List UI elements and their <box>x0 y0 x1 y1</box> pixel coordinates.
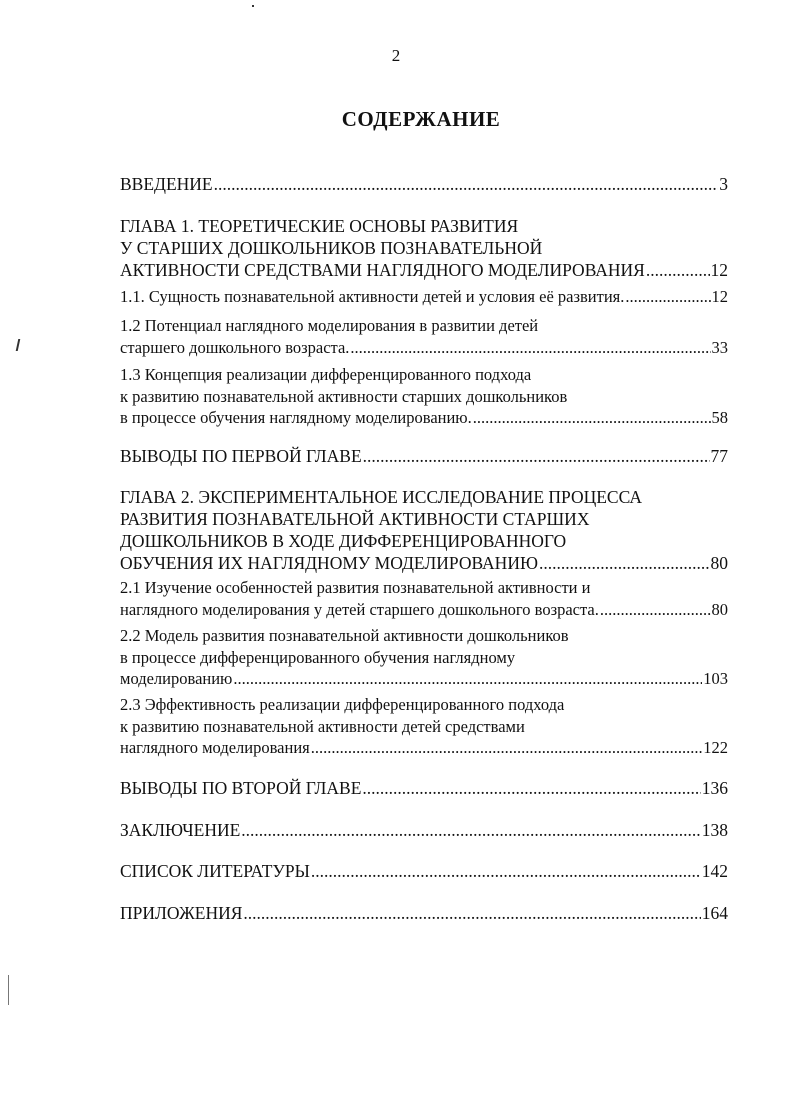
toc-entry[interactable] <box>120 286 728 308</box>
toc-entry[interactable] <box>120 577 728 620</box>
toc-entry[interactable] <box>120 173 728 195</box>
toc-entry-title: АКТИВНОСТИ СРЕДСТВАМИ НАГЛЯДНОГО МОДЕЛИРОВАНИЯ <box>120 260 645 280</box>
toc-entry[interactable] <box>120 902 728 924</box>
toc-entry[interactable] <box>120 777 728 799</box>
toc-entry[interactable] <box>120 215 728 281</box>
toc-entry[interactable] <box>120 694 728 759</box>
toc-entry-title: ВЫВОДЫ ПО ВТОРОЙ ГЛАВЕ <box>120 778 362 798</box>
toc-entry-title: СПИСОК ЛИТЕРАТУРЫ <box>120 861 310 881</box>
scan-speck <box>8 975 9 1005</box>
dot-leader <box>362 777 700 799</box>
toc-entry[interactable] <box>120 364 728 429</box>
toc-entry-line: ГЛАВА 2. ЭКСПЕРИМЕНТАЛЬНОЕ ИССЛЕДОВАНИЕ ПРОЦЕССА <box>120 487 643 507</box>
toc-entry-line: к развитию познавательной активности старших дошкольников <box>120 386 568 406</box>
toc-entry[interactable] <box>120 315 728 358</box>
toc-entry-title: в процессе обучения наглядному моделированию. <box>120 408 472 427</box>
dot-leader <box>600 599 711 621</box>
page-title: СОДЕРЖАНИЕ <box>341 107 501 131</box>
dot-leader <box>363 445 710 467</box>
dot-leader <box>473 407 711 429</box>
toc-page-number: 77 <box>710 446 728 466</box>
toc-entry-title: моделированию <box>120 669 233 688</box>
toc-page-number: 12 <box>711 287 728 306</box>
toc-entry[interactable] <box>120 819 728 841</box>
scan-speck <box>252 5 254 7</box>
toc-entry-line: 1.2 Потенциал наглядного моделирования в развитии детей <box>120 316 539 335</box>
toc-entry-title: наглядного моделирования у детей старшего дошкольного возраста. <box>120 599 599 619</box>
toc-entry-title: ВЫВОДЫ ПО ПЕРВОЙ ГЛАВЕ <box>120 446 362 466</box>
toc-page-number: 12 <box>710 260 728 280</box>
toc-entry-line: РАЗВИТИЯ ПОЗНАВАТЕЛЬНОЙ АКТИВНОСТИ СТАРШИХ <box>120 509 590 529</box>
toc-entry[interactable] <box>120 860 728 882</box>
dot-leader <box>539 552 710 574</box>
toc-page-number: 138 <box>701 820 728 840</box>
scan-speck <box>16 339 21 351</box>
dot-leader <box>311 860 701 882</box>
toc-entry[interactable] <box>120 445 728 467</box>
toc-page-number: 142 <box>701 861 728 881</box>
toc-entry-title: 1.1. Сущность познавательной активности детей и условия её развития. <box>120 287 625 306</box>
toc-page-number: 164 <box>701 903 728 923</box>
toc-entry-line: 2.1 Изучение особенностей развития познавательной активности и <box>120 578 591 597</box>
toc-page-number: 3 <box>719 174 728 194</box>
toc-entry-line: 1.3 Концепция реализации дифференцированного подхода <box>120 365 532 384</box>
dot-leader <box>646 259 710 281</box>
toc-page-number: 58 <box>711 408 728 427</box>
toc-entry-title: ОБУЧЕНИЯ ИХ НАГЛЯДНОМУ МОДЕЛИРОВАНИЮ <box>120 553 538 573</box>
dot-leader <box>214 173 719 195</box>
dot-leader <box>233 668 702 690</box>
toc-entry-title: ПРИЛОЖЕНИЯ <box>120 903 243 923</box>
toc-entry-line: к развитию познавательной активности детей средствами <box>120 716 525 736</box>
toc-entry-line: 2.3 Эффективность реализации дифференцированного подхода <box>120 695 565 714</box>
toc-page-number: 33 <box>711 337 728 357</box>
toc-entry-title: наглядного моделирования <box>120 738 310 757</box>
toc-entry-line: У СТАРШИХ ДОШКОЛЬНИКОВ ПОЗНАВАТЕЛЬНОЙ <box>120 238 543 258</box>
toc-page-number: 80 <box>711 599 728 619</box>
toc-entry[interactable] <box>120 625 728 690</box>
toc-entry-title: старшего дошкольного возраста. <box>120 337 350 357</box>
toc-entry-line: ДОШКОЛЬНИКОВ В ХОДЕ ДИФФЕРЕНЦИРОВАННОГО <box>120 531 567 551</box>
dot-leader <box>243 902 700 924</box>
toc-entry-line: ГЛАВА 1. ТЕОРЕТИЧЕСКИЕ ОСНОВЫ РАЗВИТИЯ <box>120 216 519 236</box>
dot-leader <box>311 737 702 759</box>
dot-leader <box>241 819 700 841</box>
toc-page-number: 136 <box>701 778 728 798</box>
toc-page-number: 122 <box>703 738 728 757</box>
dot-leader <box>625 286 710 308</box>
toc-entry[interactable] <box>120 486 728 574</box>
page-number: 2 <box>391 46 401 65</box>
toc-entry-line: в процессе дифференцированного обучения наглядному <box>120 647 516 667</box>
toc-entry-title: ВВЕДЕНИЕ <box>120 174 213 194</box>
dot-leader <box>350 337 710 359</box>
toc-entry-title: ЗАКЛЮЧЕНИЕ <box>120 820 241 840</box>
toc-entry-line: 2.2 Модель развития познавательной активности дошкольников <box>120 626 569 645</box>
toc-page-number: 80 <box>710 553 728 573</box>
toc-page-number: 103 <box>703 669 728 688</box>
